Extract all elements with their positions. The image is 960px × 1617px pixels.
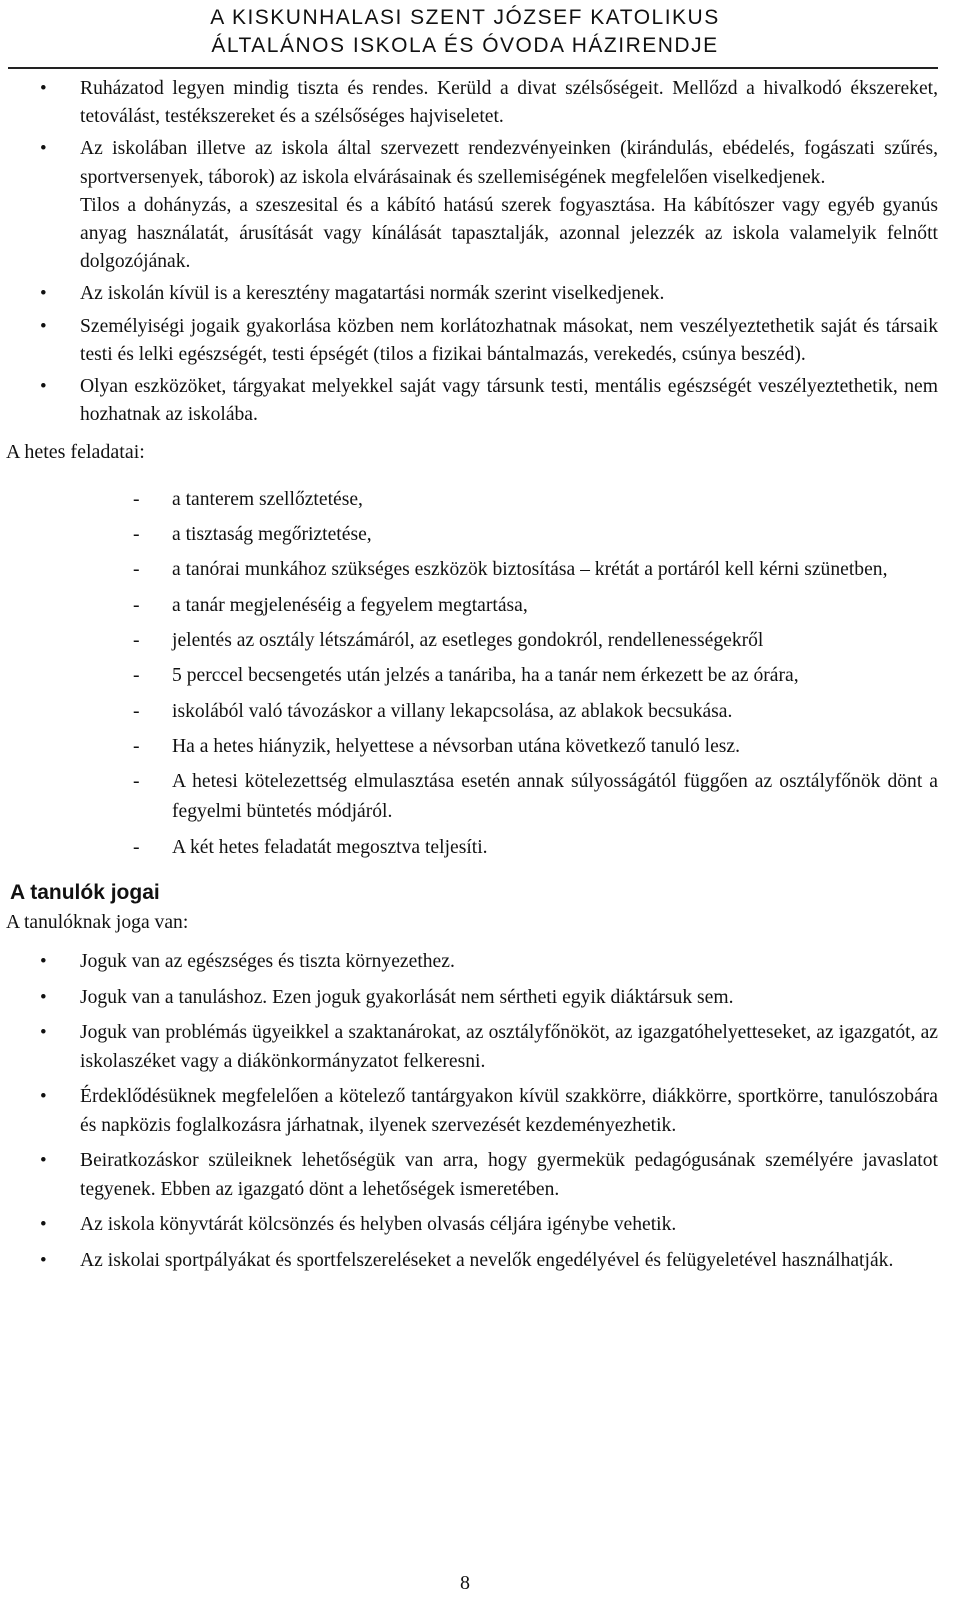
bullet-icon: •	[40, 283, 47, 305]
list-item-text: 5 perccel becsengetés után jelzés a tanáriba, ha a tanár nem érkezett be az órára,	[172, 665, 799, 687]
list-item	[6, 732, 938, 762]
list-item	[6, 661, 938, 691]
dash-marker: -	[133, 489, 140, 511]
list-item-text: jelentés az osztály létszámáról, az esetleges gondokról, rendellenességekről	[172, 630, 764, 652]
list-item	[6, 697, 938, 727]
list-item	[6, 520, 938, 550]
dash-marker: -	[133, 595, 140, 617]
list-item	[6, 626, 938, 656]
dash-marker: -	[133, 736, 140, 758]
page-content	[6, 75, 938, 1282]
list-item-text: a tanterem szellőztetése,	[172, 489, 363, 511]
list-item-text: Ha a hetes hiányzik, helyettese a névsorban utána következő tanuló lesz.	[172, 736, 740, 758]
bullet-icon: •	[40, 315, 47, 337]
list-item-text: A hetesi kötelezettség elmulasztása esetén annak súlyosságától függően az osztályfőnök dönt a fegyelmi büntetés módjáról.	[172, 771, 938, 823]
list-item-text: A két hetes feladatát megosztva teljesíti.	[172, 837, 488, 859]
dash-marker: -	[133, 837, 140, 859]
list-item	[6, 485, 938, 515]
list-item-text: a tanórai munkához szükséges eszközök biztosítása – krétát a portáról kell kérni szünetben,	[172, 559, 888, 581]
list-item	[6, 1247, 938, 1276]
list-item	[6, 313, 938, 369]
list-item-text: Joguk van problémás ügyeikkel a szaktanárokat, az osztályfőnököt, az igazgatóhelyetteseket, az igazgatót, az iskolaszéket vagy a diákönkormányzatot felkeresni.	[80, 1022, 938, 1072]
dash-marker: -	[133, 701, 140, 723]
list-item-text: Az iskolán kívül is a keresztény magatartási normák szerint viselkedjenek.	[80, 283, 665, 305]
list-item	[6, 767, 938, 827]
dash-marker: -	[133, 630, 140, 652]
bullet-icon: •	[40, 1214, 47, 1236]
list-item-text: Joguk van a tanuláshoz. Ezen joguk gyakorlását nem sértheti egyik diáktársuk sem.	[80, 986, 734, 1008]
bullet-icon: •	[40, 138, 47, 160]
rights-section-title: A tanulók jogai	[10, 881, 160, 905]
list-item-text: iskolából való távozáskor a villany lekapcsolása, az ablakok becsukása.	[172, 701, 733, 723]
list-item-text: Olyan eszközöket, tárgyakat melyekkel saját vagy társunk testi, mentális egészségét veszélyeztethetik, nem hozhatnak az iskolába.	[80, 376, 938, 426]
bullet-icon: •	[40, 1086, 47, 1108]
bullet-icon: •	[40, 986, 47, 1008]
rules-list	[6, 75, 938, 429]
list-item	[6, 984, 938, 1013]
list-item	[6, 192, 938, 277]
rights-intro: A tanulóknak joga van:	[6, 912, 189, 934]
header-line-1: A KISKUNHALASI SZENT JÓZSEF KATOLIKUS	[210, 6, 720, 29]
page-number: 8	[460, 1572, 470, 1594]
list-item-text: Tilos a dohányzás, a szeszesital és a kábító hatású szerek fogyasztása. Ha kábítószer vagy egyéb gyanús anyag használatát, árusítását vagy kínálását tapasztalják, azonnal jelezzék az iskola valamelyik felnőtt dolgozójának.	[80, 194, 938, 273]
list-item	[6, 280, 938, 308]
list-item	[6, 373, 938, 429]
hetes-duties-list	[6, 485, 938, 863]
bullet-icon: •	[40, 1022, 47, 1044]
list-item	[6, 1211, 938, 1240]
page-header	[150, 4, 780, 60]
list-item-text: Az iskolai sportpályákat és sportfelszereléseket a nevelők engedélyével és felügyeletével használhatják.	[80, 1249, 894, 1271]
list-item-text: Ruházatod legyen mindig tiszta és rendes. Kerüld a divat szélsőségeit. Mellőzd a hivalkodó ékszereket, tetoválást, testékszereket és a szélsőséges hajviseletet.	[80, 78, 938, 128]
list-item	[6, 591, 938, 621]
list-item	[6, 833, 938, 863]
list-item-text: Az iskola könyvtárát kölcsönzés és helyben olvasás céljára igénybe vehetik.	[80, 1214, 677, 1236]
bullet-icon: •	[40, 376, 47, 398]
bullet-icon: •	[40, 1249, 47, 1271]
list-item-text: Joguk van az egészséges és tiszta környezethez.	[80, 951, 455, 973]
bullet-icon: •	[40, 78, 47, 99]
list-item	[6, 135, 938, 191]
hetes-section-label: A hetes feladatai:	[6, 441, 145, 464]
header-divider	[8, 67, 938, 69]
list-item	[6, 1019, 938, 1076]
list-item	[6, 948, 938, 977]
bullet-icon: •	[40, 951, 47, 973]
list-item	[6, 75, 938, 131]
dash-marker: -	[133, 665, 140, 687]
rights-list	[6, 948, 938, 1275]
list-item	[6, 1147, 938, 1204]
header-line-2: ÁLTALÁNOS ISKOLA ÉS ÓVODA HÁZIRENDJE	[211, 34, 719, 57]
list-item	[6, 1083, 938, 1140]
dash-marker: -	[133, 524, 140, 546]
list-item-text: Érdeklődésüknek megfelelően a kötelező tantárgyakon kívül szakkörre, diákkörre, sportkörre, tanulószobára és napközis foglalkozásra járhatnak, ilyenek szervezését kezdeményezhetik.	[80, 1086, 938, 1136]
list-item-text: Személyiségi jogaik gyakorlása közben nem korlátozhatnak másokat, nem veszélyeztethetik saját és társaik testi és lelki egészségét, testi épségét (tilos a fizikai bántalmazás, verekedés, csúnya beszéd).	[80, 315, 938, 365]
dash-marker: -	[133, 771, 140, 793]
list-item	[6, 555, 938, 585]
bullet-icon: •	[40, 1150, 47, 1172]
list-item-text: a tisztaság megőriztetése,	[172, 524, 372, 546]
dash-marker: -	[133, 559, 140, 581]
list-item-text: Az iskolában illetve az iskola által szervezett rendezvényeinken (kirándulás, ebédelés, fogászati szűrés, sportversenyek, táborok) az iskola elvárásainak és szellemiségének megfelelően viselkedjenek.	[80, 138, 938, 188]
list-item-text: Beiratkozáskor szüleiknek lehetőségük van arra, hogy gyermekük pedagógusának személyére javaslatot tegyenek. Ebben az igazgató dönt a lehetőségek ismeretében.	[80, 1150, 938, 1200]
list-item-text: a tanár megjelenéséig a fegyelem megtartása,	[172, 595, 528, 617]
